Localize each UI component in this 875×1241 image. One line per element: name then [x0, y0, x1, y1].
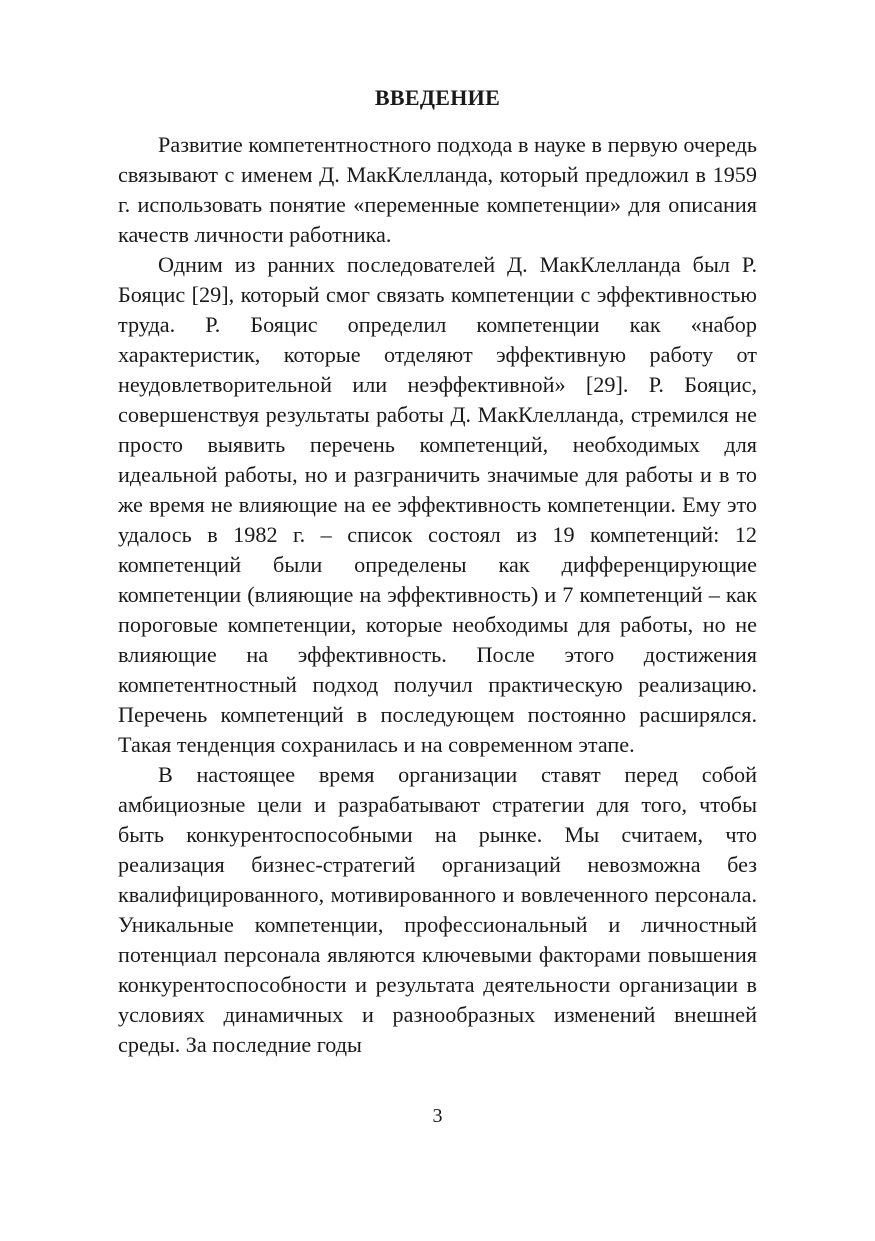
page-number: 3 [432, 1105, 443, 1127]
body-text [118, 130, 757, 1060]
paragraph-1: Развитие компетентностного подхода в науке в первую очередь связывают с именем Д. МакКлелланда, который предложил в 1959 г. использовать понятие «переменные компетенции» для описания качеств личности работника. [118, 132, 757, 247]
document-page [118, 0, 757, 1241]
chapter-heading: ВВЕДЕНИЕ [374, 85, 501, 110]
paragraph-3: В настоящее время организации ставят перед собой амбициозные цели и разрабатывают стратегии для того, чтобы быть конкурентоспособными на рынке. Мы считаем, что реализация бизнес-стратегий организаций невозможна без квалифицированного, мотивированного и вовлеченного персонала. Уникальные компетенции, профессиональный и личностный потенциал персонала являются ключевыми факторами повышения конкурентоспособности и результата деятельности организации в условиях динамичных и разнообразных изменений внешней среды. За последние годы [118, 762, 757, 1057]
paragraph-2: Одним из ранних последователей Д. МакКлелланда был Р. Бояцис [29], который смог связать компетенции с эффективностью труда. Р. Бояцис определил компетенции как «набор характеристик, которые отделяют эффективную работу от неудовлетворительной или неэффективной» [29]. Р. Бояцис, совершенствуя результаты работы Д. МакКлелланда, стремился не просто выявить перечень компетенций, необходимых для идеальной работы, но и разграничить значимые для работы и в то же время не влияющие на ее эффективность компетенции. Ему это удалось в 1982 г. – список состоял из 19 компетенций: 12 компетенций были определены как дифференцирующие компетенции (влияющие на эффективность) и 7 компетенций – как пороговые компетенции, которые необходимы для работы, но не влияющие на эффективность. После этого достижения компетентностный подход получил практическую реализацию. Перечень компетенций в последующем постоянно расширялся. Такая тенденция сохранилась и на современном этапе. [118, 252, 757, 757]
